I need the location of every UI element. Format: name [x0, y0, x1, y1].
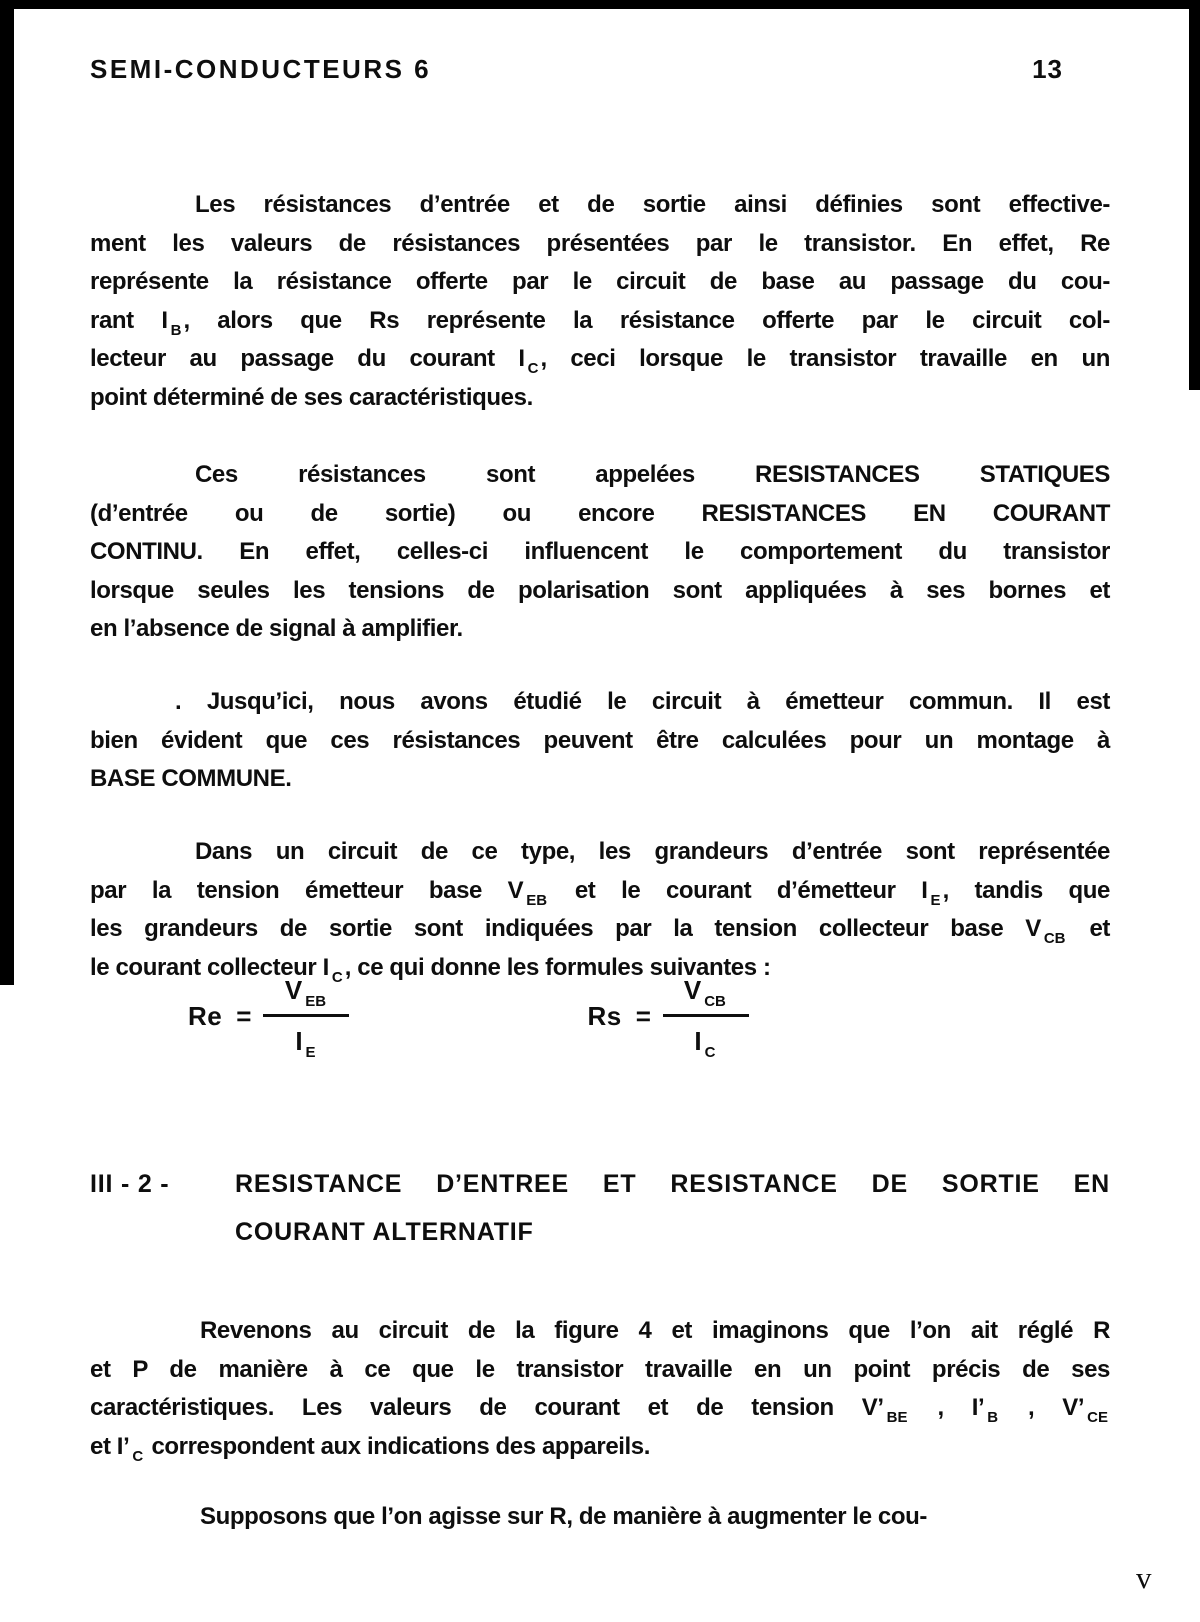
formula-row	[90, 975, 1110, 1061]
page-number: 13	[1032, 54, 1063, 84]
text-line: (d’entrée ou de sortie) ou encore RESISTANCES EN COURANT	[90, 499, 1110, 527]
text-line: caractéristiques. Les valeurs de courant et de tension V’ $_{BE}$ , I’ $_B$ , V’ $_{CE}$	[90, 1394, 1108, 1426]
section-title-line2: COURANT ALTERNATIF	[235, 1218, 534, 1246]
text-line: Dans un circuit de ce type, les grandeurs d’entrée sont représentée	[195, 838, 1110, 865]
paragraph-supposons	[90, 1498, 1110, 1537]
paragraph-resistances-statiques	[90, 456, 1110, 649]
fraction-numerator: V $_{CB}$	[663, 975, 749, 1017]
text-line: représente la résistance offerte par le circuit de base au passage du cou-	[90, 268, 1110, 295]
paragraph-revenons-figure4	[90, 1312, 1110, 1466]
fraction	[263, 975, 349, 1061]
text-line: ment les valeurs de résistances présentées par le transistor. En effet, Re	[90, 229, 1110, 257]
text-line: Supposons que l’on agisse sur R, de manière à augmenter le cou-	[200, 1503, 927, 1530]
text-line: les grandeurs de sortie sont indiquées par la tension collecteur base V $_{CB}$ et	[90, 915, 1110, 947]
text-line: rant I $_B$, alors que Rs représente la résistance offerte par le circuit col-	[90, 306, 1110, 339]
formula-rs-lhs: Rs	[587, 1000, 622, 1031]
text-line: BASE COMMUNE.	[90, 765, 292, 792]
formula-rs	[587, 975, 748, 1061]
paragraph-resistances-definies	[90, 186, 1110, 417]
text-line: Les résistances d’entrée et de sortie ainsi définies sont effective-	[195, 191, 1110, 218]
document-title: SEMI-CONDUCTEURS 6	[90, 54, 432, 84]
equals-sign: =	[236, 1000, 252, 1031]
equals-sign: =	[635, 1000, 651, 1031]
fraction-denominator: I $_E$	[295, 1026, 316, 1061]
text-line: le courant collecteur I $_C$, ce qui donne les formules suivantes :	[90, 953, 771, 986]
text-line: Revenons au circuit de la figure 4 et imaginons que l’on ait réglé R	[200, 1317, 1110, 1344]
section-heading	[90, 1160, 1110, 1256]
section-number: III - 2 -	[90, 1170, 170, 1198]
text-line: lorsque seules les tensions de polarisation sont appliquées à ses bornes et	[90, 576, 1110, 604]
text-line: Ces résistances sont appelées RESISTANCES STATIQUES	[195, 461, 1110, 488]
text-line: et P de manière à ce que le transistor travaille en un point précis de ses	[90, 1355, 1110, 1383]
text-line: . Jusqu’ici, nous avons étudié le circuit à émetteur commun. Il est	[175, 688, 1110, 715]
scan-border-top	[0, 0, 1200, 9]
text-line: CONTINU. En effet, celles-ci influencent le comportement du transistor	[90, 538, 1110, 565]
section-title	[235, 1160, 1110, 1256]
fraction-numerator: V $_{EB}$	[263, 975, 349, 1017]
fraction-denominator: I $_C$	[694, 1026, 716, 1061]
section-title-line1: RESISTANCE D’ENTREE ET RESISTANCE DE SORTIE EN	[235, 1170, 1110, 1198]
text-line: et I’ $_C$ correspondent aux indications des appareils.	[90, 1432, 651, 1465]
text-line: lecteur au passage du courant I $_C$, ceci lorsque le transistor travaille en un	[90, 345, 1110, 377]
text-line: point déterminé de ses caractéristiques.	[90, 383, 533, 411]
fraction	[663, 975, 749, 1061]
paragraph-base-commune	[90, 683, 1110, 799]
scan-border-left	[0, 0, 14, 985]
paragraph-grandeurs-entree-sortie	[90, 833, 1110, 987]
formula-re-lhs: Re	[188, 1000, 223, 1031]
text-line: bien évident que ces résistances peuvent être calculées pour un montage à	[90, 726, 1110, 754]
scan-border-right	[1189, 0, 1200, 390]
text-line: en l’absence de signal à amplifier.	[90, 615, 463, 642]
formula-re	[188, 975, 349, 1061]
text-line: par la tension émetteur base V $_{EB}$ et le courant d’émetteur I $_E$, tandis que	[90, 876, 1110, 909]
footer-mark: v	[1136, 1560, 1152, 1595]
